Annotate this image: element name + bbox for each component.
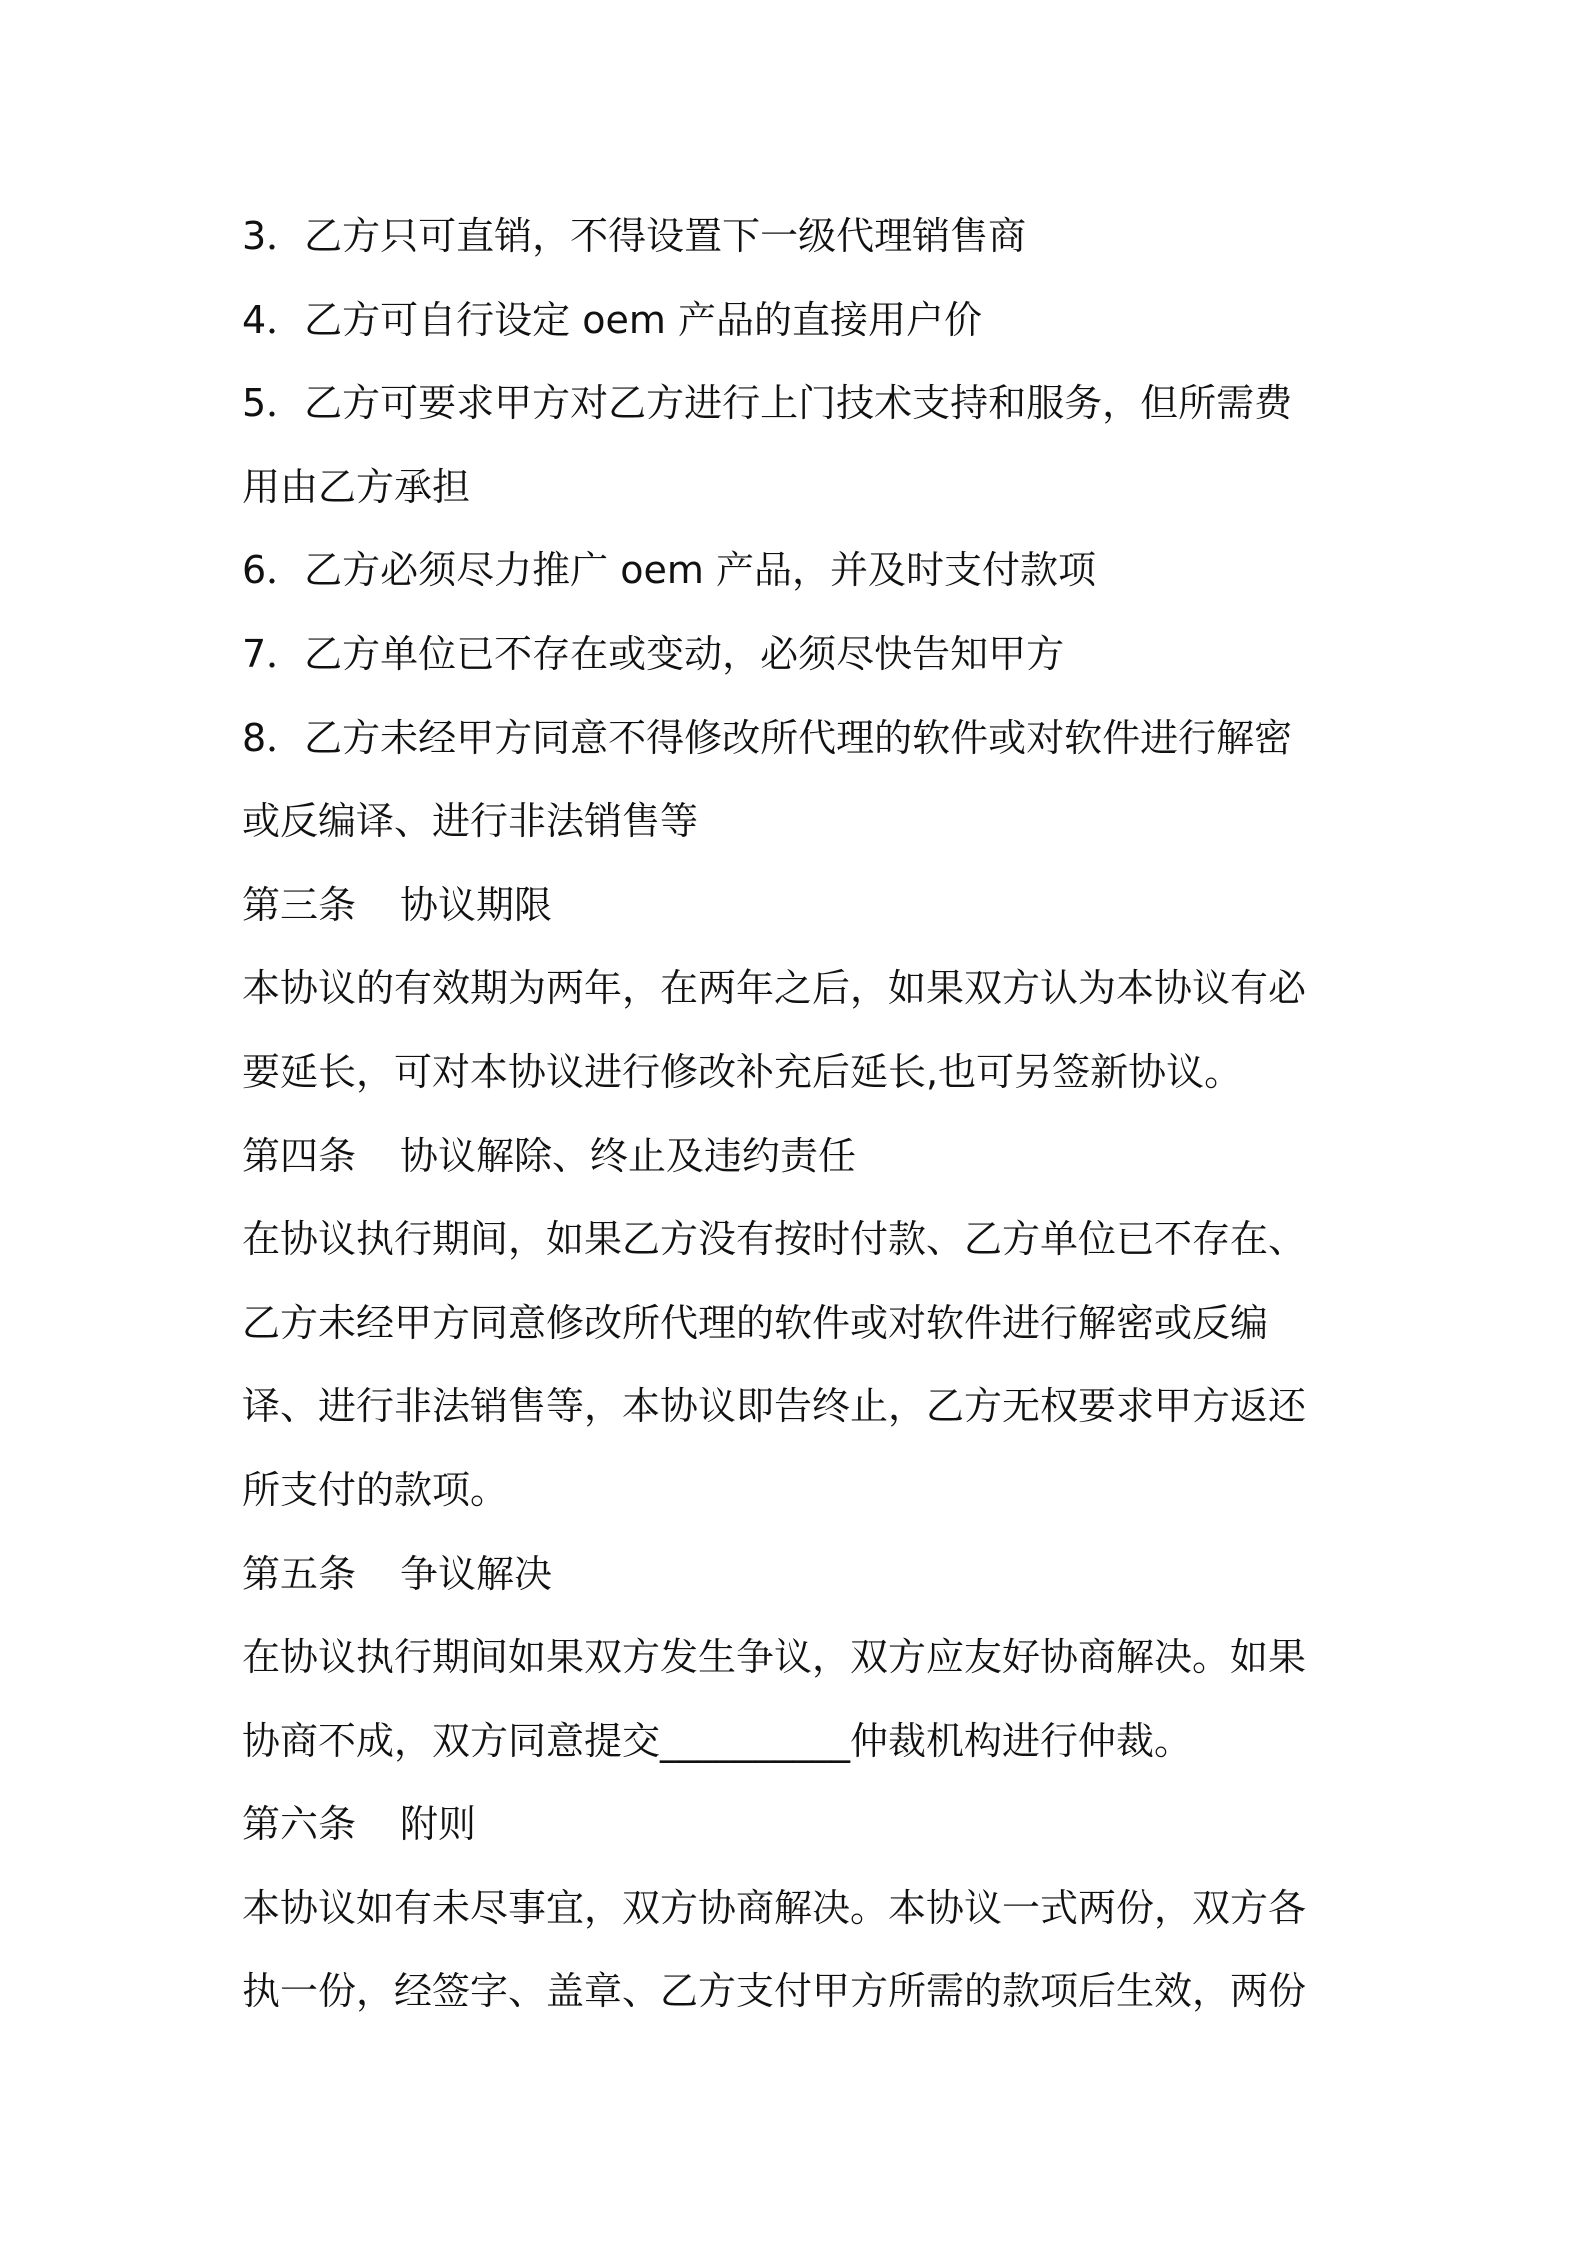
list-item-4: 4．乙方可自行设定 oem 产品的直接用户价 xyxy=(242,297,982,342)
article-5-heading xyxy=(242,1533,1362,1617)
article-3-title: 协议期限 xyxy=(400,882,553,927)
list-item-8: 8．乙方未经甲方同意不得修改所代理的软件或对软件进行解密 xyxy=(242,715,1293,760)
article-4-number: 第四条 xyxy=(242,1133,357,1178)
article-6-title: 附则 xyxy=(400,1802,477,1847)
article-4-paragraph-line: 译、进行非法销售等，本协议即告终止，乙方无权要求甲方返还 xyxy=(242,1384,1307,1429)
article-6-paragraph-line: 执一份，经签字、盖章、乙方支付甲方所需的款项后生效，两份 xyxy=(242,1969,1307,2014)
article-5-number: 第五条 xyxy=(242,1551,357,1596)
article-4-paragraph-line: 所支付的款项。 xyxy=(242,1467,509,1512)
list-item-8-continued: 或反编译、进行非法销售等 xyxy=(242,799,699,844)
article-3-paragraph-line: 要延长，可对本协议进行修改补充后延长,也可另签新协议。 xyxy=(242,1049,1243,1094)
article-4-title: 协议解除、终止及违约责任 xyxy=(400,1133,857,1178)
article-4-paragraph-line: 在协议执行期间，如果乙方没有按时付款、乙方单位已不存在、 xyxy=(242,1217,1307,1262)
list-item-6: 6．乙方必须尽力推广 oem 产品，并及时支付款项 xyxy=(242,548,1096,593)
article-6-paragraph-line: 本协议如有未尽事宜，双方协商解决。本协议一式两份，双方各 xyxy=(242,1885,1307,1930)
list-item-3: 3．乙方只可直销，不得设置下一级代理销售商 xyxy=(242,214,1027,258)
article-4-heading xyxy=(242,1115,1362,1199)
list-item-7: 7．乙方单位已不存在或变动，必须尽快告知甲方 xyxy=(242,631,1065,676)
document-body xyxy=(242,195,1362,2034)
article-4-paragraph-line: 乙方未经甲方同意修改所代理的软件或对软件进行解密或反编 xyxy=(242,1300,1269,1345)
article-6-heading xyxy=(242,1783,1362,1867)
article-5-paragraph-line: 在协议执行期间如果双方发生争议，双方应友好协商解决。如果 xyxy=(242,1635,1307,1680)
list-item-5-continued: 用由乙方承担 xyxy=(242,464,471,509)
article-5-title: 争议解决 xyxy=(400,1551,553,1596)
article-3-number: 第三条 xyxy=(242,882,357,927)
article-3-heading xyxy=(242,864,1362,948)
article-6-number: 第六条 xyxy=(242,1802,357,1847)
article-3-paragraph-line: 本协议的有效期为两年，在两年之后，如果双方认为本协议有必 xyxy=(242,966,1307,1011)
article-5-paragraph-line: 协商不成，双方同意提交__________仲裁机构进行仲裁。 xyxy=(242,1718,1193,1763)
list-item-5: 5．乙方可要求甲方对乙方进行上门技术支持和服务，但所需费 xyxy=(242,381,1293,426)
